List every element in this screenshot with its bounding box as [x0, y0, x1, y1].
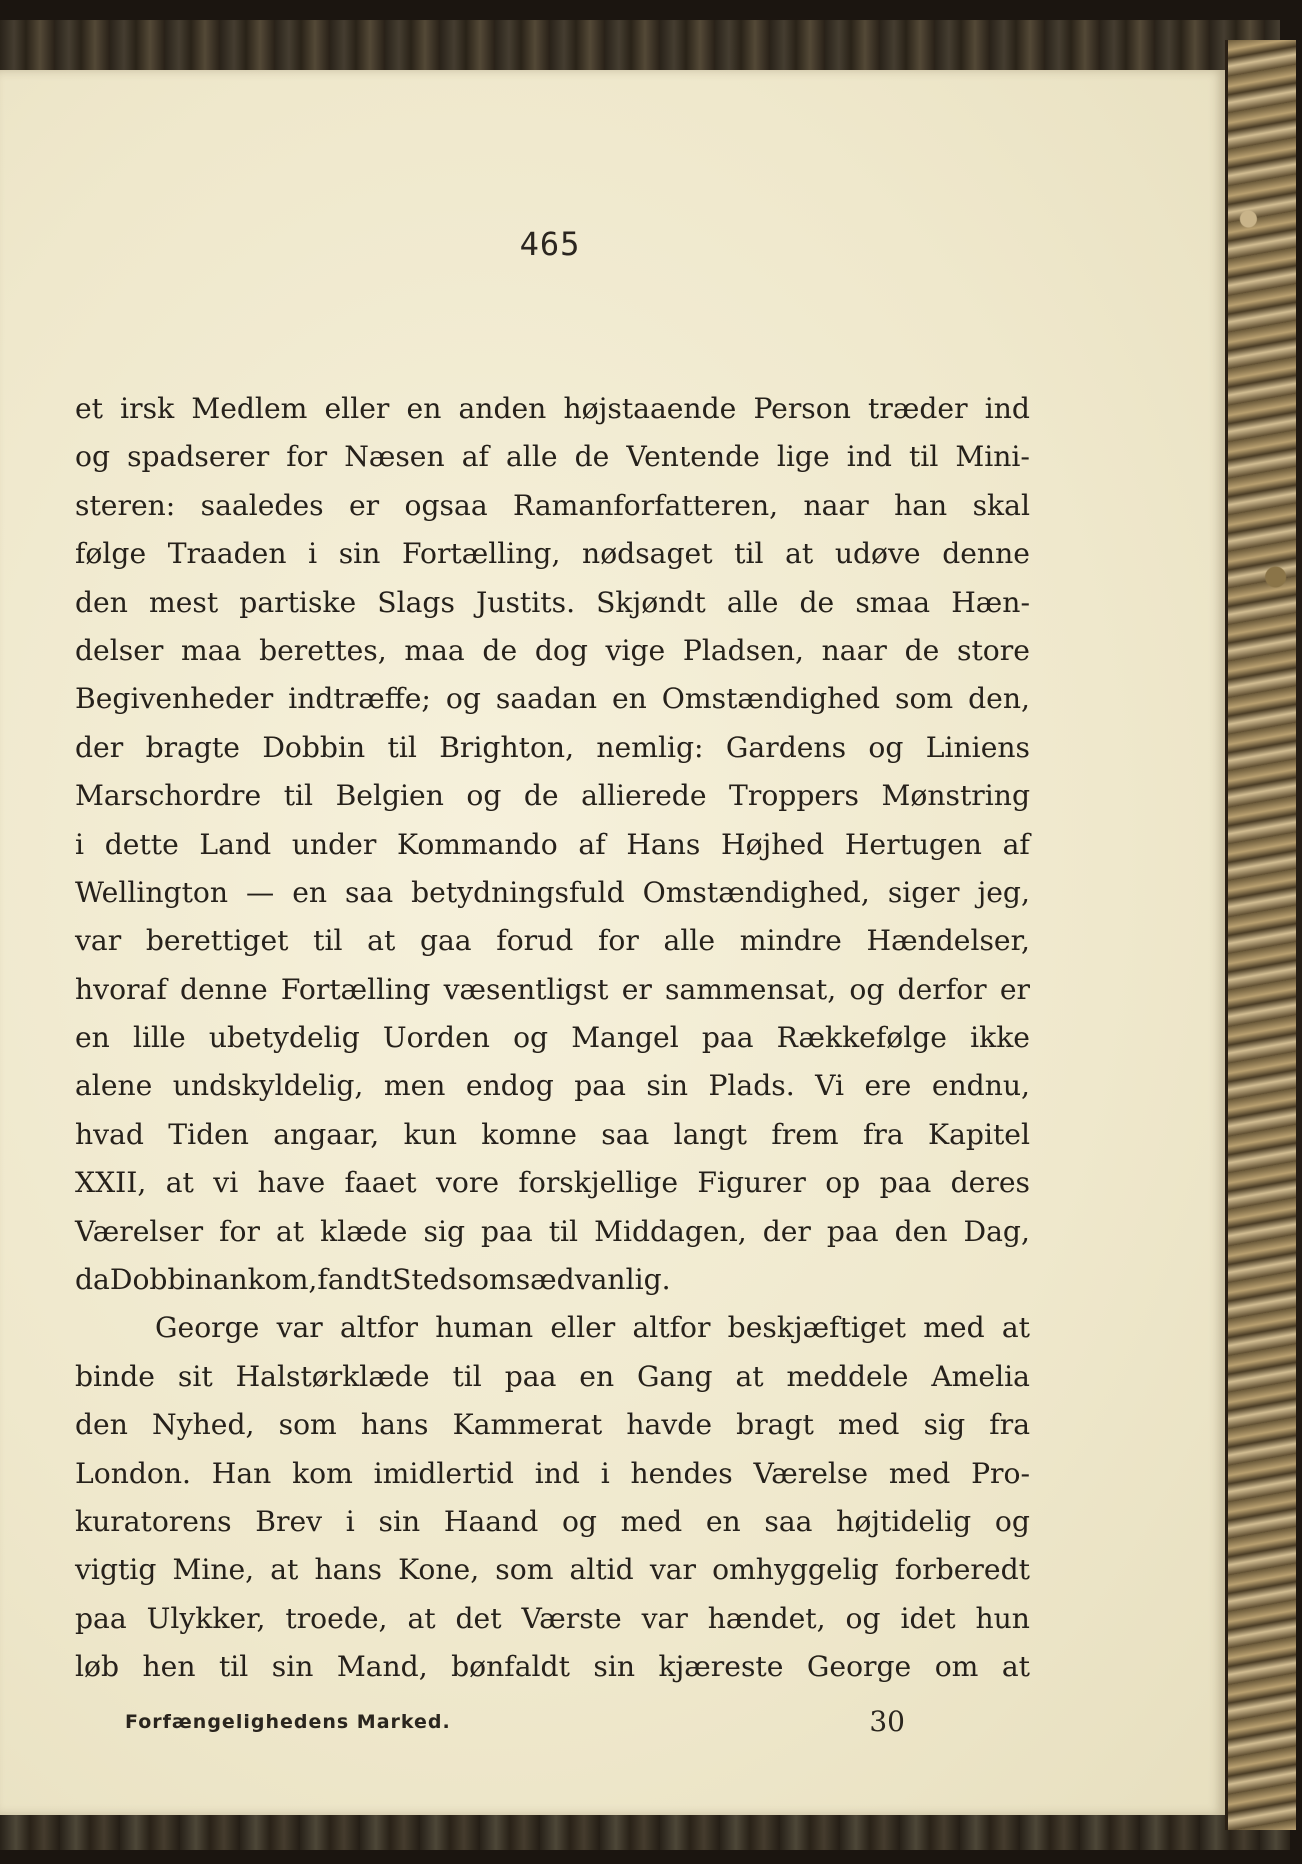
word: idet [900, 1601, 956, 1635]
word: kjæreste [658, 1650, 784, 1684]
word: Pro- [971, 1456, 1030, 1490]
word: hans [360, 1408, 429, 1442]
word: at [165, 1166, 194, 1200]
word: at [275, 1214, 305, 1248]
text-line [75, 1062, 1030, 1110]
word: sædvanlig. [515, 1263, 671, 1297]
word: op [825, 1166, 861, 1200]
word: er [349, 488, 380, 522]
text-line [75, 1256, 1030, 1304]
word: vigtig [75, 1553, 157, 1587]
word: træder [868, 392, 968, 425]
word: frem [771, 1117, 839, 1151]
text-line [75, 675, 1030, 723]
word: var [649, 1553, 697, 1587]
word: en [292, 875, 328, 909]
word: Haand [443, 1504, 539, 1538]
word: det [455, 1601, 502, 1635]
word: bønfaldt [451, 1650, 570, 1684]
word: altid [569, 1553, 634, 1587]
word: saaledes [200, 488, 324, 522]
word: altfor [339, 1311, 418, 1345]
word: under [291, 827, 377, 861]
word: til [548, 1214, 579, 1248]
word: Tiden [168, 1117, 249, 1151]
word: Kone, [398, 1553, 480, 1587]
word: Mønstring [881, 779, 1030, 813]
word: imidlertid [373, 1456, 514, 1490]
word: Kommando [397, 827, 558, 861]
word: at [1001, 1311, 1030, 1345]
word: men [383, 1069, 446, 1103]
word: i [75, 827, 85, 861]
word: som [278, 1408, 337, 1442]
word: de [523, 779, 559, 813]
word: alle [506, 440, 558, 474]
word: nødsaget [582, 537, 713, 571]
word: irsk [120, 392, 175, 425]
word: Medlem [191, 392, 308, 425]
word: og [466, 779, 502, 813]
word: udøve [834, 537, 921, 571]
word: lille [132, 1021, 186, 1055]
word: sin [593, 1650, 636, 1684]
word: Dobbin [262, 730, 366, 764]
word: af [1002, 827, 1030, 861]
word: i [345, 1504, 355, 1538]
text-line [75, 1304, 1030, 1352]
page-number: 465 [519, 225, 581, 263]
word: forskjellige [518, 1166, 679, 1200]
word: saa [345, 875, 394, 909]
word: sammensat, [665, 972, 837, 1006]
word: Plads. [708, 1069, 795, 1103]
word: hvad [75, 1117, 144, 1151]
word: og [994, 1504, 1030, 1538]
word: beskjæftiget [727, 1311, 906, 1345]
word: væsentligst [443, 972, 609, 1006]
word: og [868, 730, 904, 764]
word: Sted [392, 1263, 458, 1297]
word: London. [75, 1456, 191, 1490]
word: paa [504, 1359, 557, 1393]
word: Dobbin [109, 1263, 213, 1297]
word: naar [821, 633, 887, 667]
word: til [908, 440, 939, 474]
word: Rækkefølge [776, 1021, 947, 1055]
word: Næsen [344, 440, 445, 474]
word: saadan [495, 682, 597, 716]
word: betydningsfuld [411, 875, 625, 909]
word: Halstørklæde [235, 1359, 430, 1393]
word: Uorden [382, 1021, 490, 1055]
word: maa [181, 633, 242, 667]
word: den, [968, 682, 1030, 716]
word: langt [673, 1117, 748, 1151]
word: af [578, 827, 606, 861]
word: og [445, 682, 481, 716]
word: hendes [630, 1456, 733, 1490]
word: og [513, 1021, 549, 1055]
word: forberedt [894, 1553, 1030, 1587]
word: havde [626, 1408, 713, 1442]
word: jeg, [977, 875, 1030, 909]
word: de [482, 633, 518, 667]
word: at [735, 1359, 764, 1393]
word: undskyldelig, [172, 1069, 364, 1103]
text-line [75, 1159, 1030, 1207]
word: en [75, 1021, 110, 1055]
word: at [270, 1553, 299, 1587]
text-line [75, 1498, 1030, 1546]
word: berettiget [145, 924, 289, 958]
word: Værelser [75, 1214, 204, 1248]
word: til [313, 924, 343, 958]
word: i [308, 537, 318, 571]
word: ind [534, 1456, 580, 1490]
word: nemlig: [596, 730, 704, 764]
word: siger [887, 875, 960, 909]
word: Troppers [729, 779, 860, 813]
word: lige [776, 440, 830, 474]
word: hvoraf [75, 972, 167, 1006]
word: anden [458, 392, 547, 425]
text-line [75, 1450, 1030, 1498]
word: med [888, 1456, 951, 1490]
word: der [762, 1214, 811, 1248]
word: var [276, 1311, 323, 1345]
word: de [799, 585, 835, 619]
word: Kammerat [452, 1408, 603, 1442]
word: troede, [285, 1601, 388, 1635]
word: steren: [75, 488, 176, 522]
word: at [407, 1601, 436, 1635]
text-line [75, 724, 1030, 772]
word: angaar, [273, 1117, 380, 1151]
word: deres [950, 1166, 1030, 1200]
word: Slags [377, 585, 455, 619]
word: saa [601, 1117, 650, 1151]
word: altfor [632, 1311, 711, 1345]
word: hændet, [707, 1601, 826, 1635]
word: naar [803, 488, 869, 522]
text-line [75, 772, 1030, 820]
word: Brighton, [439, 730, 575, 764]
word: sin [338, 537, 381, 571]
body-text [75, 385, 1030, 1692]
word: Ulykker, [146, 1601, 266, 1635]
word: var [75, 924, 122, 958]
word: Omstændighed, [642, 875, 870, 909]
word: vore [435, 1166, 500, 1200]
text-line [75, 1546, 1030, 1594]
word: dette [104, 827, 179, 861]
word: en [611, 682, 647, 716]
word: denne [179, 972, 268, 1006]
word: ere [864, 1069, 912, 1103]
word: da [75, 1263, 110, 1297]
word: kun [403, 1117, 457, 1151]
word: paa [826, 1214, 879, 1248]
word: som [457, 1263, 516, 1297]
word: til [734, 537, 764, 571]
text-line [75, 385, 1030, 433]
word: human [435, 1311, 534, 1345]
word: til [283, 779, 314, 813]
word: XXII, [75, 1166, 147, 1200]
page-footer [125, 1702, 905, 1742]
book-bottom-edge [0, 1810, 1290, 1850]
word: Omstændighed [661, 682, 881, 716]
word: af [461, 440, 489, 474]
word: bragte [145, 730, 240, 764]
word: og [75, 440, 111, 474]
word: en [406, 392, 442, 425]
text-line [75, 433, 1030, 481]
word: og [845, 1601, 881, 1635]
text-line [75, 530, 1030, 578]
word: ikke [970, 1021, 1030, 1055]
word: følge [75, 537, 147, 571]
word: Han [211, 1456, 272, 1490]
word: til [387, 730, 417, 764]
word: højtidelig [836, 1504, 972, 1538]
book-page [0, 70, 1225, 1815]
word: paa [75, 1601, 127, 1635]
word: Hæn- [951, 585, 1030, 619]
text-line [75, 1401, 1030, 1449]
word: Liniens [925, 730, 1030, 764]
word: eller [550, 1311, 616, 1345]
word: ogsaa [404, 488, 488, 522]
word: de [574, 440, 610, 474]
word: sin [378, 1504, 421, 1538]
word: den [75, 585, 128, 619]
word: Figurer [697, 1166, 806, 1200]
word: Fortælling, [401, 537, 561, 571]
word: for [598, 924, 639, 958]
word: forud [496, 924, 574, 958]
text-line [75, 1111, 1030, 1159]
word: Kapitel [928, 1117, 1030, 1151]
word: allierede [581, 779, 707, 813]
word: bragt [736, 1408, 814, 1442]
word: Brev [255, 1504, 323, 1538]
word: eller [324, 392, 390, 425]
word: Traaden [167, 537, 287, 571]
text-line [75, 869, 1030, 917]
word: der [75, 730, 124, 764]
word: alle [663, 924, 716, 958]
word: paa [574, 1069, 626, 1103]
word: den [894, 1214, 948, 1248]
word: løb [75, 1650, 120, 1684]
word: Hændelser, [866, 924, 1030, 958]
word: at [785, 537, 814, 571]
word: at [1001, 1650, 1030, 1684]
word: alle [726, 585, 779, 619]
text-line [75, 1643, 1030, 1691]
word: denne [942, 537, 1030, 571]
word: have [257, 1166, 326, 1200]
word: i [600, 1456, 610, 1490]
word: er [621, 972, 652, 1006]
word: Land [199, 827, 272, 861]
word: Fortælling [280, 972, 431, 1006]
word: ind [846, 440, 892, 474]
word: Amelia [931, 1359, 1030, 1393]
word: Ramanforfatteren, [513, 488, 779, 522]
word: klæde [320, 1214, 408, 1248]
word: Belgien [335, 779, 444, 813]
word: vige [605, 633, 666, 667]
word: som [895, 682, 954, 716]
word: som [495, 1553, 554, 1587]
word: om [934, 1650, 979, 1684]
word: højstaaende [563, 392, 737, 425]
word: — [246, 875, 275, 909]
word: derfor [897, 972, 987, 1006]
word: saa [764, 1504, 813, 1538]
word: endog [465, 1069, 554, 1103]
word: Wellington [75, 875, 229, 909]
word: meddele [786, 1359, 909, 1393]
word: smaa [855, 585, 931, 619]
word: vi [213, 1166, 239, 1200]
word: Hertugen [844, 827, 982, 861]
word: den [75, 1408, 128, 1442]
word: fra [863, 1117, 904, 1151]
word: store [956, 633, 1030, 667]
word: sig [423, 1214, 466, 1248]
word: hans [314, 1553, 383, 1587]
text-line [75, 627, 1030, 675]
word: endnu, [931, 1069, 1030, 1103]
word: spadserer [127, 440, 270, 474]
word: fra [989, 1408, 1030, 1442]
word: at [367, 924, 396, 958]
text-line [75, 1353, 1030, 1401]
word: komne [481, 1117, 577, 1151]
word: et [75, 392, 104, 425]
word: skal [972, 488, 1030, 522]
text-line [75, 966, 1030, 1014]
word: berettes, [259, 633, 387, 667]
word: hun [975, 1601, 1030, 1635]
word: han [894, 488, 948, 522]
word: med [838, 1408, 900, 1442]
text-line [75, 1014, 1030, 1062]
word: kuratorens [75, 1504, 232, 1538]
word: hen [142, 1650, 196, 1684]
word: maa [404, 633, 465, 667]
marbled-page-edge [1225, 40, 1296, 1830]
word: partiske [239, 585, 357, 619]
word: fandt [317, 1263, 393, 1297]
text-line [75, 1208, 1030, 1256]
word: faaet [344, 1166, 417, 1200]
word: sit [177, 1359, 213, 1393]
word: indtræffe; [288, 682, 431, 716]
word: og [561, 1504, 597, 1538]
word: binde [75, 1359, 155, 1393]
word: Mangel [571, 1021, 679, 1055]
word: Ventende [626, 440, 760, 474]
word: Gardens [725, 730, 847, 764]
word: George [155, 1311, 260, 1345]
word: Værelse [753, 1456, 869, 1490]
text-line [75, 821, 1030, 869]
word: alene [75, 1069, 153, 1103]
word: for [219, 1214, 260, 1248]
word: for [286, 440, 328, 474]
text-line [75, 579, 1030, 627]
word: gaa [419, 924, 472, 958]
word: Værste [521, 1601, 622, 1635]
word: Gang [637, 1359, 713, 1393]
word: sin [646, 1069, 688, 1103]
word: Mand, [336, 1650, 428, 1684]
word: Pladsen, [682, 633, 804, 667]
word: Begivenheder [75, 682, 274, 716]
word: er [999, 972, 1030, 1006]
word: paa [481, 1214, 533, 1248]
word: Mini- [955, 440, 1030, 474]
word: var [641, 1601, 688, 1635]
word: Mine, [172, 1553, 255, 1587]
word: med [923, 1311, 985, 1345]
word: mest [148, 585, 219, 619]
word: Højhed [721, 827, 825, 861]
word: til [452, 1359, 482, 1393]
word: de [904, 633, 940, 667]
word: ind [984, 392, 1030, 425]
word: og [849, 972, 885, 1006]
word: Dag, [963, 1214, 1030, 1248]
word: George [806, 1650, 912, 1684]
word: Person [753, 392, 851, 425]
word: en [579, 1359, 615, 1393]
text-line [75, 1595, 1030, 1643]
word: en [705, 1504, 741, 1538]
word: Marschordre [75, 779, 262, 813]
word: ankom, [212, 1263, 318, 1297]
text-line [75, 917, 1030, 965]
word: til [218, 1650, 249, 1684]
word: ubetydelig [208, 1021, 360, 1055]
word: Skjøndt [596, 585, 706, 619]
word: med [620, 1504, 683, 1538]
word: Nyhed, [152, 1408, 255, 1442]
word: paa [701, 1021, 754, 1055]
word: paa [879, 1166, 932, 1200]
word: Hans [626, 827, 701, 861]
word: Vi [815, 1069, 845, 1103]
word: Middagen, [594, 1214, 747, 1248]
word: omhyggelig [712, 1553, 879, 1587]
footer-signature-number: 30 [869, 1705, 905, 1738]
word: sin [271, 1650, 314, 1684]
word: kom [292, 1456, 353, 1490]
word: sig [923, 1408, 966, 1442]
word: delser [75, 633, 164, 667]
word: dog [534, 633, 588, 667]
footer-book-title: Forfængelighedens Marked. [125, 1711, 451, 1733]
word: Justits. [476, 585, 576, 619]
text-line [75, 482, 1030, 530]
word: mindre [739, 924, 842, 958]
